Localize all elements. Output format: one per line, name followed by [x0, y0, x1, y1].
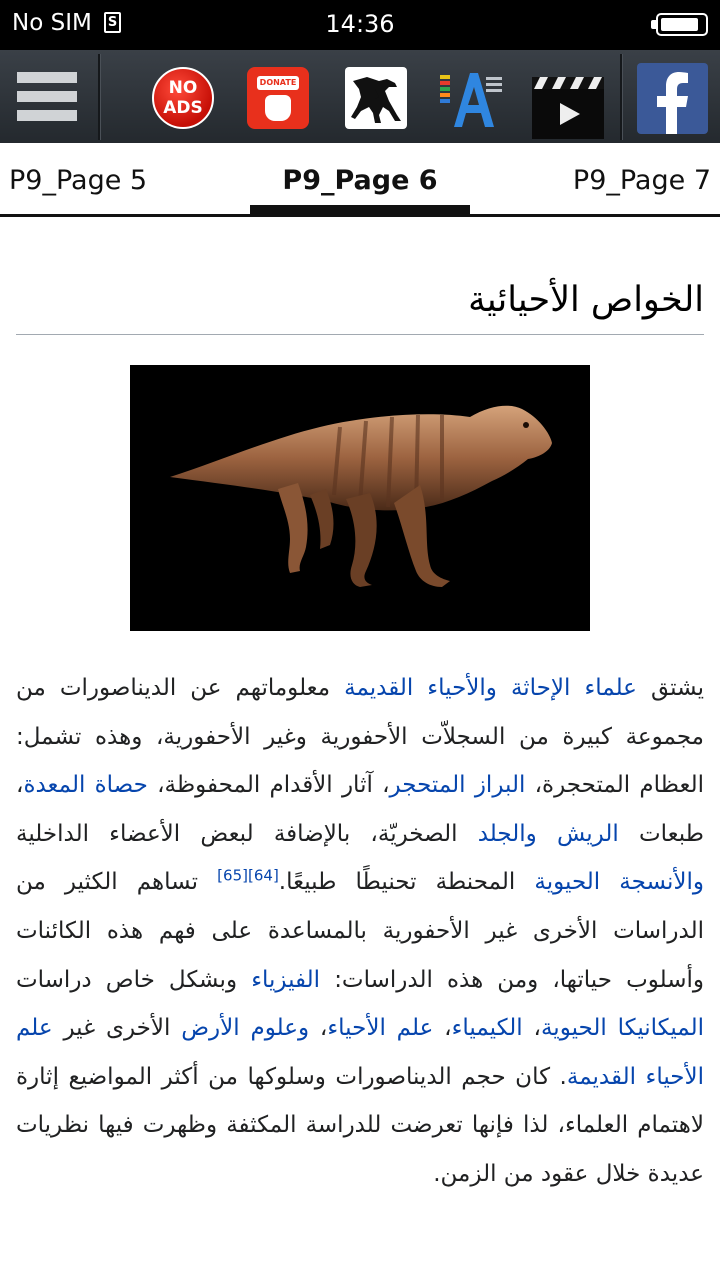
- paragraph-text: يشتق: [636, 675, 704, 701]
- video-clapperboard-icon[interactable]: [532, 67, 604, 129]
- article-link[interactable]: حصاة المعدة: [23, 772, 148, 799]
- paragraph-text: ، آثار الأقدام المحفوظة،: [147, 772, 390, 799]
- paragraph-text: الصخريّة، بالإضافة لبعض الأعضاء الداخلية: [16, 820, 478, 847]
- tab-next-page[interactable]: P9_Page 7: [572, 165, 711, 196]
- article-paragraph: [16, 664, 704, 1199]
- no-ads-line2: ADS: [163, 98, 203, 118]
- no-ads-line1: NO: [168, 78, 198, 98]
- section-heading: الخواص الأحيائية: [16, 280, 704, 335]
- paragraph-text: [537, 821, 557, 847]
- battery-icon: [656, 13, 708, 36]
- carrier-label: No SIM: [12, 10, 92, 36]
- toolbar-divider: [98, 54, 101, 140]
- paragraph-text: تساهم الكثير من الدراسات الأخرى غير الأحفورية بالمساعدة على فهم هذه الكائنات وأسلوب حياتها، ومن هذه الدراسات:: [16, 869, 704, 993]
- citation-reference[interactable]: [64]: [247, 866, 279, 885]
- paragraph-text: ، طبعات: [16, 772, 704, 847]
- page-tabs: [0, 143, 720, 217]
- article-link[interactable]: البراز المتحجر: [389, 772, 526, 799]
- hamburger-menu-icon[interactable]: [0, 50, 98, 143]
- paragraph-text: ،: [522, 1015, 541, 1042]
- dinosaur-icon[interactable]: [345, 67, 407, 129]
- paragraph-text: الأخرى غير: [52, 1015, 182, 1042]
- toolbar-divider: [620, 54, 623, 140]
- donate-label: DONATE: [257, 76, 299, 90]
- article-link[interactable]: الميكانيكا الحيوية: [540, 1015, 705, 1042]
- paragraph-text: معلوماتهم عن الديناصورات من مجموعة كبيرة من السجلاّت الأحفورية وغير الأحفورية، وهذه تشمل: العظام المتحجرة،: [16, 675, 704, 799]
- sim-card-icon: S: [104, 12, 121, 33]
- tab-previous-page[interactable]: P9_Page 5: [9, 165, 148, 196]
- active-tab-indicator: [250, 205, 470, 214]
- app-toolbar: [0, 50, 720, 143]
- paragraph-text: المحنطة تحنيطًا طبيعًا.: [278, 869, 535, 896]
- status-bar: [0, 0, 720, 50]
- article-link[interactable]: الريش: [556, 820, 619, 847]
- article-link[interactable]: والأنسجة الحيوية: [534, 869, 705, 896]
- battery-level: [661, 18, 698, 31]
- clock: 14:36: [325, 10, 395, 38]
- no-ads-button[interactable]: [152, 67, 214, 129]
- citation-reference[interactable]: [65]: [217, 866, 248, 885]
- article-link[interactable]: علم الأحياء: [327, 1015, 434, 1042]
- article-link[interactable]: وعلوم الأرض: [181, 1015, 310, 1042]
- article-link[interactable]: علماء الإحاثة والأحياء القديمة: [344, 675, 637, 701]
- tab-current-page[interactable]: P9_Page 6: [282, 165, 438, 196]
- font-size-icon[interactable]: [440, 67, 502, 129]
- article-link[interactable]: الفيزياء: [251, 966, 321, 993]
- article-link[interactable]: والجلد: [477, 820, 537, 847]
- paragraph-text: ،: [309, 1015, 328, 1042]
- article-link[interactable]: الكيمياء: [451, 1015, 523, 1042]
- paragraph-text: ،: [433, 1015, 452, 1042]
- article-image[interactable]: [130, 365, 590, 631]
- facebook-icon[interactable]: [637, 63, 708, 134]
- article-link[interactable]: علم الأحياء القديمة: [16, 1015, 704, 1090]
- pointing-hand-icon: [265, 95, 291, 121]
- paragraph-text: وبشكل خاص دراسات: [16, 966, 252, 993]
- paragraph-text: . كان حجم الديناصورات وسلوكها من أكثر المواضيع إثارة لاهتمام العلماء، لذا فإنها تعرضت للدراسة المكثفة وظهرت فيها نظريات عديدة خلال عقود من الزمن.: [16, 1063, 704, 1187]
- donate-button[interactable]: [247, 67, 309, 129]
